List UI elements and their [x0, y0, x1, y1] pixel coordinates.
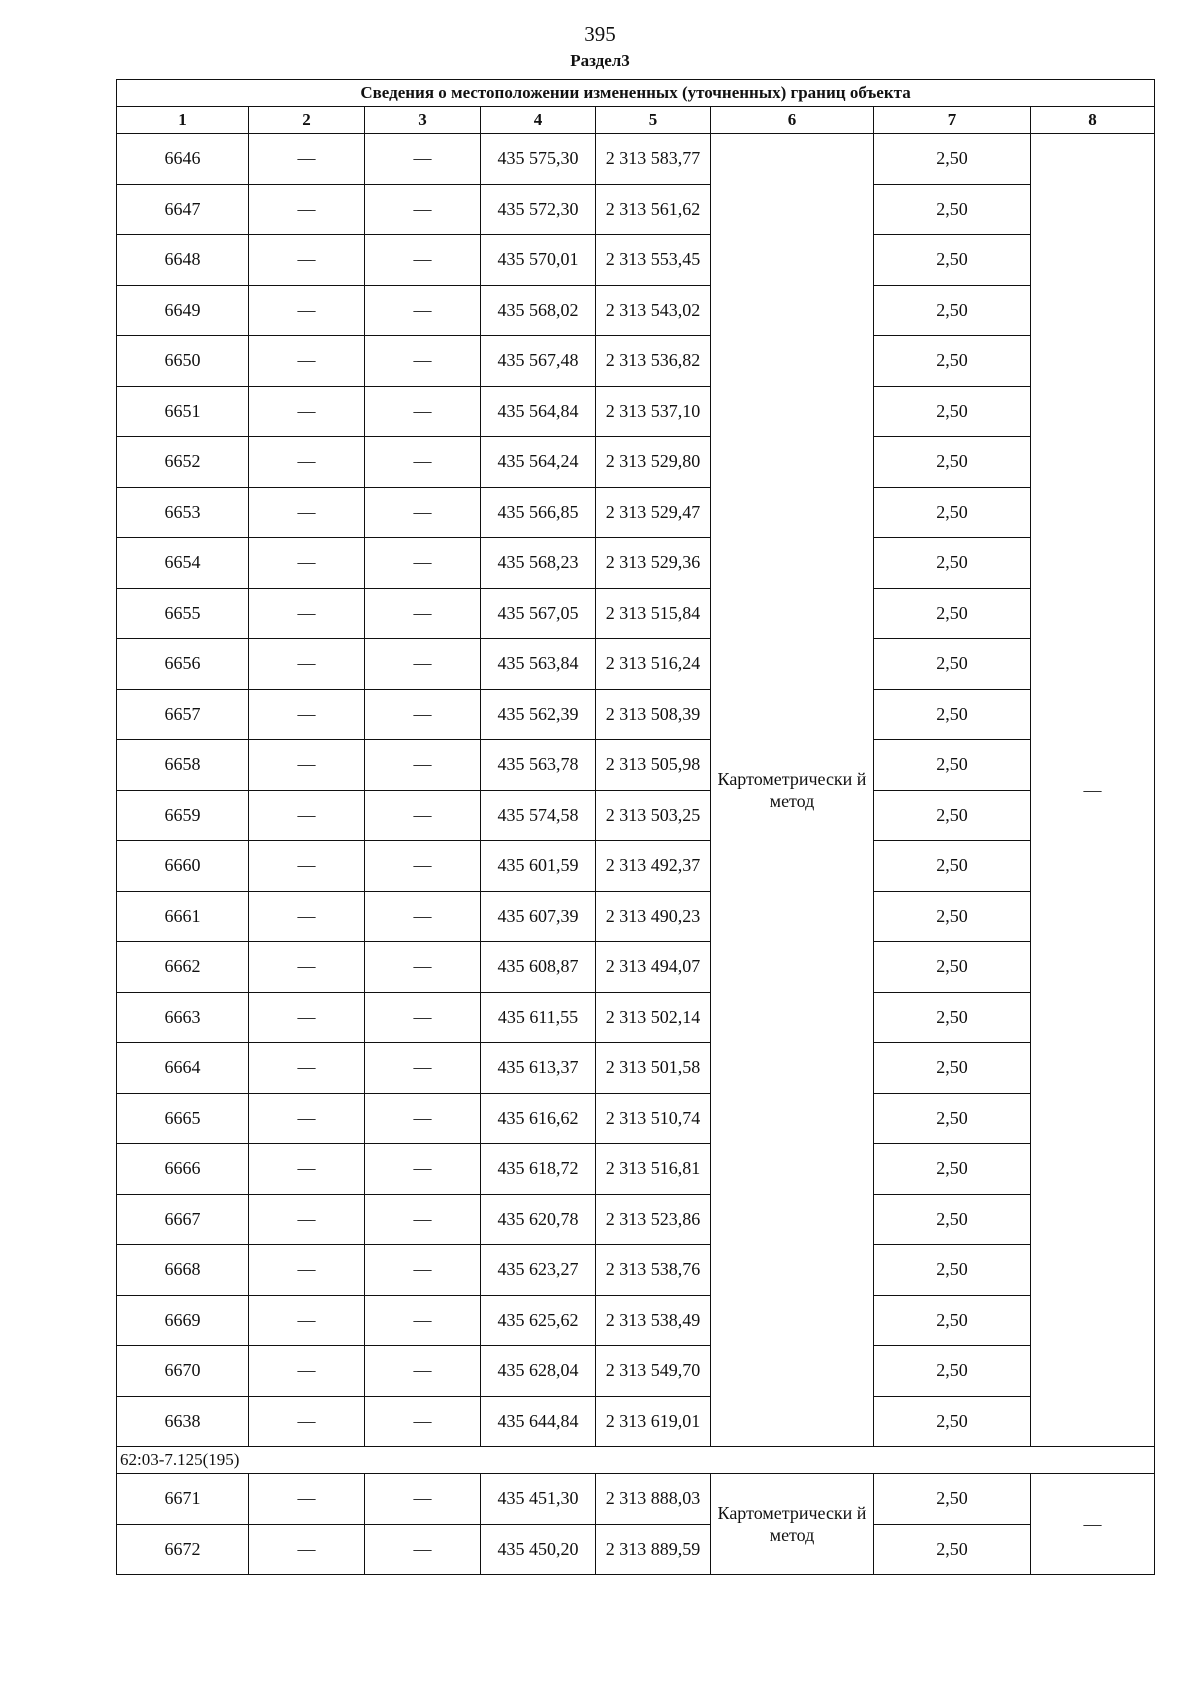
point-number-cell: 6646 [117, 134, 249, 185]
y-coordinate-cell: 2 313 502,14 [596, 992, 711, 1043]
col3-cell: — [365, 285, 481, 336]
col2-cell: — [249, 1295, 365, 1346]
col2-cell: — [249, 1144, 365, 1195]
accuracy-cell: 2,50 [874, 336, 1031, 387]
accuracy-cell: 2,50 [874, 639, 1031, 690]
table-row [117, 184, 1155, 235]
point-number-cell: 6652 [117, 437, 249, 488]
column-header-row [117, 107, 1155, 134]
col3-cell: — [365, 942, 481, 993]
col3-cell: — [365, 1043, 481, 1094]
col2-cell: — [249, 538, 365, 589]
table-row [117, 1093, 1155, 1144]
y-coordinate-cell: 2 313 523,86 [596, 1194, 711, 1245]
accuracy-cell: 2,50 [874, 841, 1031, 892]
y-coordinate-cell: 2 313 508,39 [596, 689, 711, 740]
table-row [117, 487, 1155, 538]
col3-cell: — [365, 336, 481, 387]
col2-cell: — [249, 1474, 365, 1525]
col2-cell: — [249, 1346, 365, 1397]
point-number-cell: 6658 [117, 740, 249, 791]
point-number-cell: 6655 [117, 588, 249, 639]
table-row [117, 1474, 1155, 1525]
col3-cell: — [365, 386, 481, 437]
point-number-cell: 6659 [117, 790, 249, 841]
table-row [117, 639, 1155, 690]
col2-cell: — [249, 235, 365, 286]
y-coordinate-cell: 2 313 529,80 [596, 437, 711, 488]
y-coordinate-cell: 2 313 561,62 [596, 184, 711, 235]
y-coordinate-cell: 2 313 516,81 [596, 1144, 711, 1195]
accuracy-cell: 2,50 [874, 689, 1031, 740]
point-number-cell: 6666 [117, 1144, 249, 1195]
x-coordinate-cell: 435 451,30 [481, 1474, 596, 1525]
col3-cell: — [365, 1245, 481, 1296]
accuracy-cell: 2,50 [874, 184, 1031, 235]
col2-cell: — [249, 184, 365, 235]
table-row [117, 740, 1155, 791]
table-row [117, 1144, 1155, 1195]
table-row [117, 588, 1155, 639]
col2-cell: — [249, 1396, 365, 1447]
group-row [117, 1447, 1155, 1474]
table-row [117, 285, 1155, 336]
col2-cell: — [249, 437, 365, 488]
x-coordinate-cell: 435 567,05 [481, 588, 596, 639]
table-row [117, 336, 1155, 387]
point-number-cell: 6668 [117, 1245, 249, 1296]
col3-cell: — [365, 1093, 481, 1144]
cadastral-number-label: 62:03-7.125(195) [117, 1447, 1155, 1474]
col2-cell: — [249, 891, 365, 942]
accuracy-cell: 2,50 [874, 588, 1031, 639]
x-coordinate-cell: 435 611,55 [481, 992, 596, 1043]
accuracy-cell: 2,50 [874, 1295, 1031, 1346]
y-coordinate-cell: 2 313 503,25 [596, 790, 711, 841]
y-coordinate-cell: 2 313 537,10 [596, 386, 711, 437]
accuracy-cell: 2,50 [874, 740, 1031, 791]
column-header-8: 8 [1031, 107, 1155, 134]
table-row [117, 992, 1155, 1043]
x-coordinate-cell: 435 566,85 [481, 487, 596, 538]
table-row [117, 841, 1155, 892]
accuracy-cell: 2,50 [874, 134, 1031, 185]
accuracy-cell: 2,50 [874, 790, 1031, 841]
col3-cell: — [365, 1144, 481, 1195]
point-number-cell: 6663 [117, 992, 249, 1043]
col3-cell: — [365, 184, 481, 235]
table-row [117, 437, 1155, 488]
y-coordinate-cell: 2 313 490,23 [596, 891, 711, 942]
x-coordinate-cell: 435 568,23 [481, 538, 596, 589]
accuracy-cell: 2,50 [874, 386, 1031, 437]
x-coordinate-cell: 435 450,20 [481, 1524, 596, 1575]
col2-cell: — [249, 134, 365, 185]
point-number-cell: 6651 [117, 386, 249, 437]
point-number-cell: 6654 [117, 538, 249, 589]
col2-cell: — [249, 841, 365, 892]
table-row [117, 1346, 1155, 1397]
boundary-coordinates-table [116, 79, 1155, 1575]
accuracy-cell: 2,50 [874, 1346, 1031, 1397]
col2-cell: — [249, 1245, 365, 1296]
y-coordinate-cell: 2 313 536,82 [596, 336, 711, 387]
x-coordinate-cell: 435 644,84 [481, 1396, 596, 1447]
x-coordinate-cell: 435 564,84 [481, 386, 596, 437]
table-row [117, 1245, 1155, 1296]
point-number-cell: 6653 [117, 487, 249, 538]
column-header-7: 7 [874, 107, 1031, 134]
col3-cell: — [365, 588, 481, 639]
point-number-cell: 6648 [117, 235, 249, 286]
col3-cell: — [365, 740, 481, 791]
y-coordinate-cell: 2 313 501,58 [596, 1043, 711, 1094]
point-number-cell: 6671 [117, 1474, 249, 1525]
x-coordinate-cell: 435 607,39 [481, 891, 596, 942]
method-cell: Картометрически й метод [711, 134, 874, 1447]
accuracy-cell: 2,50 [874, 891, 1031, 942]
x-coordinate-cell: 435 628,04 [481, 1346, 596, 1397]
column-header-4: 4 [481, 107, 596, 134]
table-row [117, 891, 1155, 942]
col3-cell: — [365, 790, 481, 841]
table-row [117, 942, 1155, 993]
y-coordinate-cell: 2 313 619,01 [596, 1396, 711, 1447]
col2-cell: — [249, 1194, 365, 1245]
point-number-cell: 6638 [117, 1396, 249, 1447]
x-coordinate-cell: 435 613,37 [481, 1043, 596, 1094]
y-coordinate-cell: 2 313 583,77 [596, 134, 711, 185]
y-coordinate-cell: 2 313 549,70 [596, 1346, 711, 1397]
y-coordinate-cell: 2 313 889,59 [596, 1524, 711, 1575]
col3-cell: — [365, 1194, 481, 1245]
y-coordinate-cell: 2 313 888,03 [596, 1474, 711, 1525]
table-row [117, 689, 1155, 740]
y-coordinate-cell: 2 313 494,07 [596, 942, 711, 993]
x-coordinate-cell: 435 616,62 [481, 1093, 596, 1144]
col3-cell: — [365, 1524, 481, 1575]
point-number-cell: 6667 [117, 1194, 249, 1245]
col2-cell: — [249, 1524, 365, 1575]
y-coordinate-cell: 2 313 516,24 [596, 639, 711, 690]
x-coordinate-cell: 435 567,48 [481, 336, 596, 387]
point-number-cell: 6661 [117, 891, 249, 942]
y-coordinate-cell: 2 313 492,37 [596, 841, 711, 892]
y-coordinate-cell: 2 313 543,02 [596, 285, 711, 336]
col3-cell: — [365, 437, 481, 488]
x-coordinate-cell: 435 574,58 [481, 790, 596, 841]
col3-cell: — [365, 487, 481, 538]
column-header-1: 1 [117, 107, 249, 134]
point-number-cell: 6656 [117, 639, 249, 690]
y-coordinate-cell: 2 313 505,98 [596, 740, 711, 791]
y-coordinate-cell: 2 313 553,45 [596, 235, 711, 286]
point-number-cell: 6650 [117, 336, 249, 387]
table-row [117, 1524, 1155, 1575]
table-row [117, 790, 1155, 841]
accuracy-cell: 2,50 [874, 437, 1031, 488]
y-coordinate-cell: 2 313 529,36 [596, 538, 711, 589]
table-row [117, 1043, 1155, 1094]
col3-cell: — [365, 235, 481, 286]
point-number-cell: 6665 [117, 1093, 249, 1144]
point-number-cell: 6664 [117, 1043, 249, 1094]
y-coordinate-cell: 2 313 510,74 [596, 1093, 711, 1144]
accuracy-cell: 2,50 [874, 1093, 1031, 1144]
col2-cell: — [249, 1043, 365, 1094]
point-number-cell: 6672 [117, 1524, 249, 1575]
col8-cell: — [1031, 134, 1155, 1447]
section-title: Раздел3 [570, 51, 630, 70]
x-coordinate-cell: 435 568,02 [481, 285, 596, 336]
col8-cell: — [1031, 1474, 1155, 1575]
table-row [117, 386, 1155, 437]
accuracy-cell: 2,50 [874, 992, 1031, 1043]
accuracy-cell: 2,50 [874, 1043, 1031, 1094]
accuracy-cell: 2,50 [874, 1396, 1031, 1447]
column-header-6: 6 [711, 107, 874, 134]
col2-cell: — [249, 790, 365, 841]
col2-cell: — [249, 992, 365, 1043]
col2-cell: — [249, 588, 365, 639]
col3-cell: — [365, 1346, 481, 1397]
y-coordinate-cell: 2 313 538,49 [596, 1295, 711, 1346]
point-number-cell: 6662 [117, 942, 249, 993]
x-coordinate-cell: 435 625,62 [481, 1295, 596, 1346]
col3-cell: — [365, 134, 481, 185]
y-coordinate-cell: 2 313 538,76 [596, 1245, 711, 1296]
accuracy-cell: 2,50 [874, 1474, 1031, 1525]
col3-cell: — [365, 891, 481, 942]
x-coordinate-cell: 435 620,78 [481, 1194, 596, 1245]
col2-cell: — [249, 740, 365, 791]
point-number-cell: 6657 [117, 689, 249, 740]
column-header-2: 2 [249, 107, 365, 134]
point-number-cell: 6670 [117, 1346, 249, 1397]
column-header-5: 5 [596, 107, 711, 134]
accuracy-cell: 2,50 [874, 1245, 1031, 1296]
table-row [117, 1194, 1155, 1245]
accuracy-cell: 2,50 [874, 942, 1031, 993]
x-coordinate-cell: 435 618,72 [481, 1144, 596, 1195]
x-coordinate-cell: 435 601,59 [481, 841, 596, 892]
col3-cell: — [365, 538, 481, 589]
accuracy-cell: 2,50 [874, 1524, 1031, 1575]
col2-cell: — [249, 285, 365, 336]
col2-cell: — [249, 487, 365, 538]
x-coordinate-cell: 435 608,87 [481, 942, 596, 993]
col3-cell: — [365, 841, 481, 892]
table-body [117, 134, 1155, 1575]
col2-cell: — [249, 1093, 365, 1144]
col3-cell: — [365, 639, 481, 690]
table-row [117, 538, 1155, 589]
point-number-cell: 6669 [117, 1295, 249, 1346]
col2-cell: — [249, 942, 365, 993]
x-coordinate-cell: 435 575,30 [481, 134, 596, 185]
point-number-cell: 6660 [117, 841, 249, 892]
x-coordinate-cell: 435 623,27 [481, 1245, 596, 1296]
method-cell: Картометрически й метод [711, 1474, 874, 1575]
x-coordinate-cell: 435 563,78 [481, 740, 596, 791]
table-row [117, 1396, 1155, 1447]
col2-cell: — [249, 689, 365, 740]
point-number-cell: 6649 [117, 285, 249, 336]
page-number: 395 [584, 22, 616, 46]
table-row [117, 1295, 1155, 1346]
x-coordinate-cell: 435 562,39 [481, 689, 596, 740]
col3-cell: — [365, 1396, 481, 1447]
accuracy-cell: 2,50 [874, 487, 1031, 538]
col3-cell: — [365, 689, 481, 740]
accuracy-cell: 2,50 [874, 285, 1031, 336]
col3-cell: — [365, 1295, 481, 1346]
col3-cell: — [365, 1474, 481, 1525]
accuracy-cell: 2,50 [874, 235, 1031, 286]
point-number-cell: 6647 [117, 184, 249, 235]
table-caption: Сведения о местоположении измененных (уточненных) границ объекта [117, 80, 1155, 107]
table-row [117, 235, 1155, 286]
y-coordinate-cell: 2 313 529,47 [596, 487, 711, 538]
x-coordinate-cell: 435 572,30 [481, 184, 596, 235]
col2-cell: — [249, 336, 365, 387]
x-coordinate-cell: 435 564,24 [481, 437, 596, 488]
y-coordinate-cell: 2 313 515,84 [596, 588, 711, 639]
col2-cell: — [249, 639, 365, 690]
col2-cell: — [249, 386, 365, 437]
accuracy-cell: 2,50 [874, 1194, 1031, 1245]
accuracy-cell: 2,50 [874, 538, 1031, 589]
table-row [117, 134, 1155, 185]
x-coordinate-cell: 435 563,84 [481, 639, 596, 690]
x-coordinate-cell: 435 570,01 [481, 235, 596, 286]
accuracy-cell: 2,50 [874, 1144, 1031, 1195]
col3-cell: — [365, 992, 481, 1043]
column-header-3: 3 [365, 107, 481, 134]
